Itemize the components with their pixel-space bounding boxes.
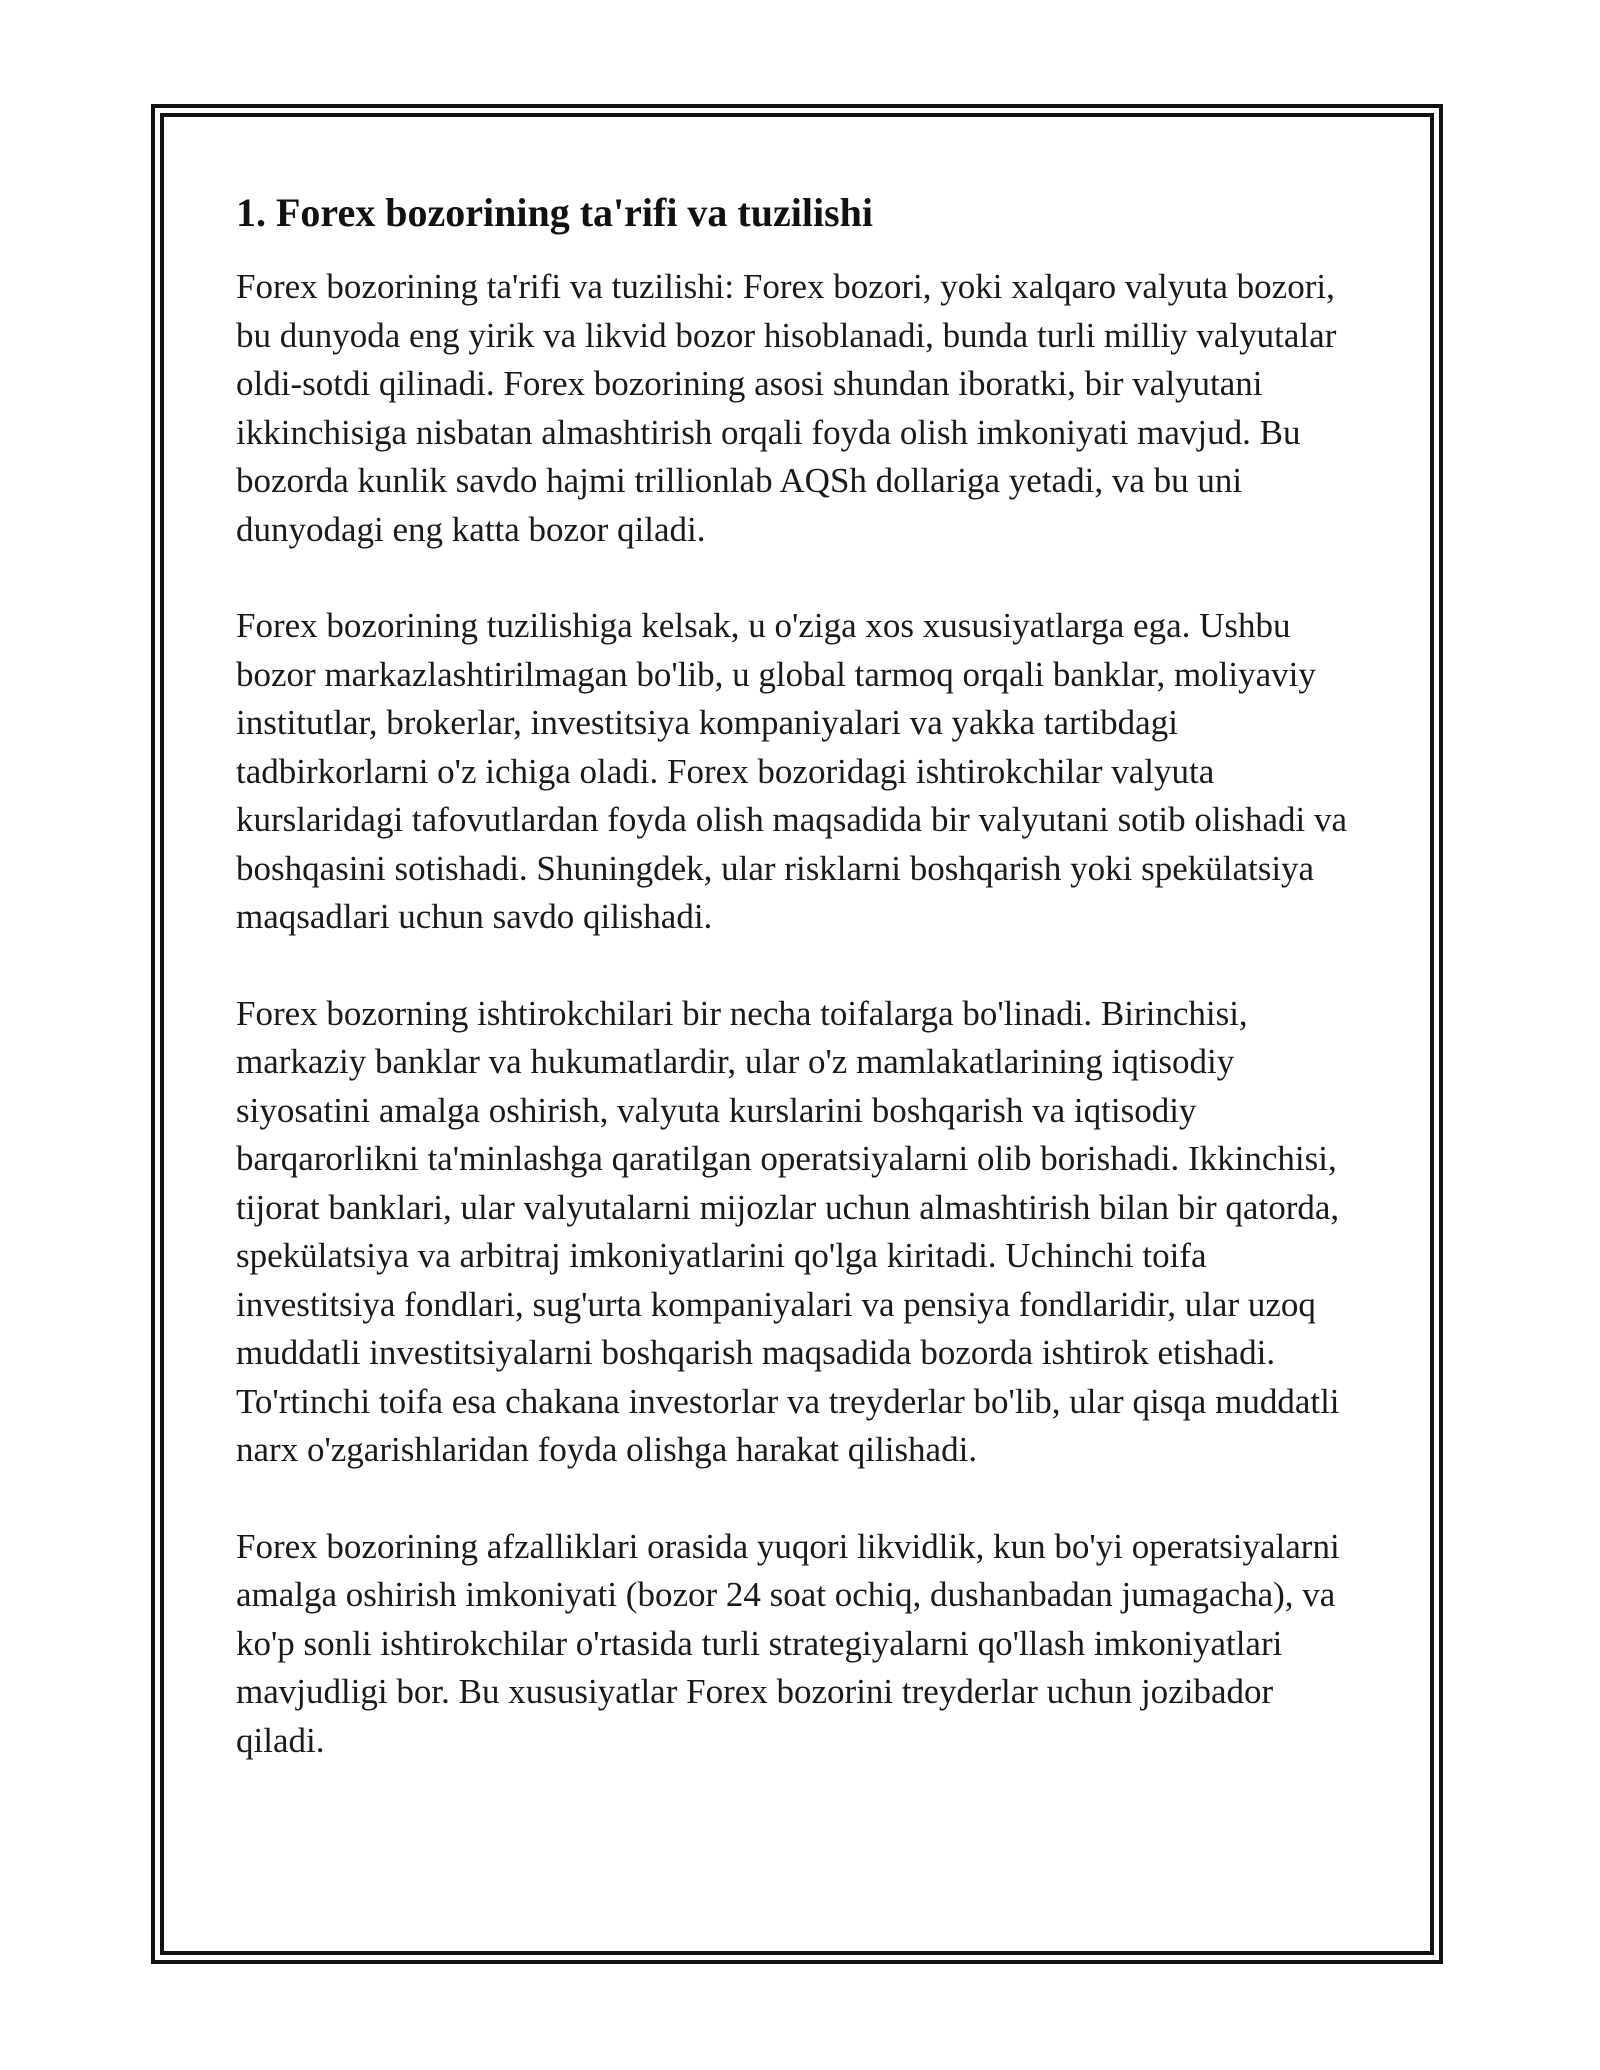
section-heading: 1. Forex bozorining ta'rifi va tuzilishi — [236, 190, 874, 235]
document-body — [236, 185, 1356, 1813]
paragraph-participants: Forex bozorning ishtirokchilari bir necha toifalarga bo'linadi. Birinchisi, markaziy banklar va hukumatlardir, ular o'z mamlakatlarining iqtisodiy siyosatini amalga oshirish, valyuta kurslarini boshqarish va iqtisodiy barqarorlikni ta'minlashga qaratilgan operatsiyalarni olib borishadi. Ikkinchisi, tijorat banklari, ular valyutalarni mijozlar uchun almashtirish bilan bir qatorda, spekülatsiya va arbitraj imkoniyatlarini qo'lga kiritadi. Uchinchi toifa investitsiya fondlari, sug'urta kompaniyalari va pensiya fondlaridir, ular uzoq muddatli investitsiyalarni boshqarish maqsadida bozorda ishtirok etishadi. To'rtinchi toifa esa chakana investorlar va treyderlar bo'lib, ular qisqa muddatli narx o'zgarishlaridan foyda olishga harakat qilishadi. — [236, 993, 1340, 1469]
paragraph-definition: Forex bozorining ta'rifi va tuzilishi: Forex bozori, yoki xalqaro valyuta bozori, bu dunyoda eng yirik va likvid bozor hisoblanadi, bunda turli milliy valyutalar oldi-sotdi qilinadi. Forex bozorining asosi shundan iboratki, bir valyutani ikkinchisiga nisbatan almashtirish orqali foyda olish imkoniyati mavjud. Bu bozorda kunlik savdo hajmi trillionlab AQSh dollariga yetadi, va bu uni dunyodagi eng katta bozor qiladi. — [236, 267, 1337, 549]
paragraph-structure: Forex bozorining tuzilishiga kelsak, u o'ziga xos xususiyatlarga ega. Ushbu bozor markazlashtirilmagan bo'lib, u global tarmoq orqali banklar, moliyaviy institutlar, brokerlar, investitsiya kompaniyalari va yakka tartibdagi tadbirkorlarni o'z ichiga oladi. Forex bozoridagi ishtirokchilar valyuta kurslaridagi tafovutlardan foyda olish maqsadida bir valyutani sotib olishadi va boshqasini sotishadi. Shuningdek, ular risklarni boshqarish yoki spekülatsiya maqsadlari uchun savdo qilishadi. — [236, 606, 1347, 936]
paragraph-advantages: Forex bozorining afzalliklari orasida yuqori likvidlik, kun bo'yi operatsiyalarni amalga oshirish imkoniyati (bozor 24 soat ochiq, dushanbadan jumagacha), va ko'p sonli ishtirokchilar o'rtasida turli strategiyalarni qo'llash imkoniyatlari mavjudligi bor. Bu xususiyatlar Forex bozorini treyderlar uchun jozibador qiladi. — [236, 1526, 1340, 1760]
